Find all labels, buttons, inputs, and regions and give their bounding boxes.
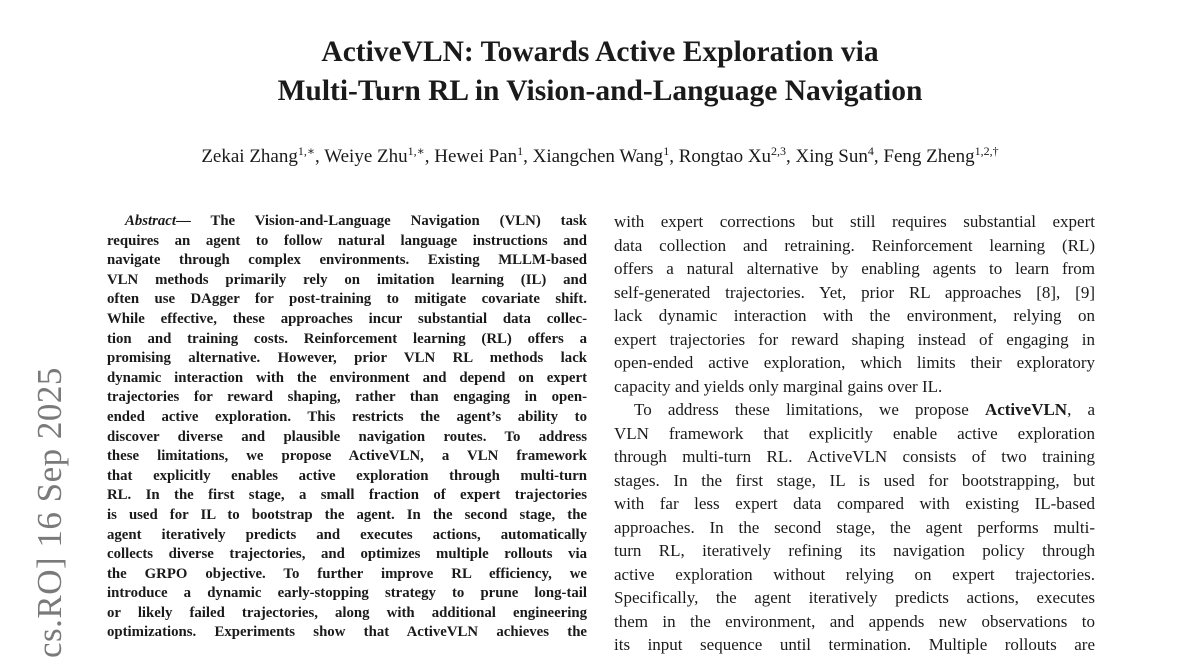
author-affiliation-marker: 4	[867, 144, 874, 158]
author-name: Hewei Pan	[434, 146, 518, 167]
author-affiliation-marker: 1,2,†	[974, 144, 999, 158]
paragraph-line: with far less expert data compared with existing IL-based	[614, 494, 1095, 513]
paragraph-line: its input sequence until termination. Multiple rollouts are	[614, 635, 1095, 654]
abstract-line: RL. In the first stage, a small fraction of expert trajectories	[107, 487, 587, 504]
author-affiliation-marker: 1	[663, 144, 670, 158]
author-affiliation-marker: 2,3	[771, 144, 787, 158]
author-separator: ,	[873, 146, 884, 167]
abstract-line: ended active exploration. This restricts the agent’s ability to	[107, 408, 587, 425]
author-affiliation-marker: 1,∗	[407, 144, 425, 158]
paragraph-line: self-generated trajectories. Yet, prior RL approaches [8], [9]	[614, 282, 1095, 302]
author-name: Feng Zheng	[883, 146, 975, 167]
paragraph-line: data collection and retraining. Reinforcement learning (RL)	[614, 235, 1095, 255]
abstract-line: collects diverse trajectories, and optimizes multiple rollouts via	[107, 546, 587, 563]
abstract-line: or likely failed trajectories, along with additional engineering	[107, 604, 587, 621]
paragraph-line: them in the environment, and appends new observations to	[614, 611, 1095, 631]
arxiv-identifier-stamp: cs.RO] 16 Sep 2025	[30, 367, 69, 658]
abstract-line: these limitations, we propose ActiveVLN, a VLN framework	[107, 448, 587, 465]
abstract-line: VLN methods primarily rely on imitation learning (IL) and	[107, 271, 587, 288]
method-name: ActiveVLN	[984, 400, 1068, 419]
title-line-1: ActiveVLN: Towards Active Exploration via	[321, 36, 879, 68]
paragraph-line: capacity and yields only marginal gains over IL.	[614, 376, 943, 396]
author-separator: ,	[315, 146, 325, 167]
abstract-line	[107, 212, 587, 232]
author-separator: ,	[786, 146, 796, 167]
abstract-line: the GRPO objective. To further improve RL efficiency, we	[107, 565, 587, 582]
abstract-label: Abstract	[125, 213, 176, 229]
abstract-line: navigate through complex environments. Existing MLLM-based	[107, 252, 587, 269]
author-name: Zekai Zhang	[201, 146, 298, 167]
paragraph-line: lack dynamic interaction with the environment, relying on	[614, 306, 1095, 325]
paragraph-text: To address these limitations, we propose	[634, 400, 985, 419]
author-name: Weiye Zhu	[324, 146, 408, 167]
paragraph-line: approaches. In the second stage, the agent performs multi-	[614, 517, 1095, 537]
abstract-line: is used for IL to bootstrap the agent. In the second stage, the	[107, 506, 587, 523]
abstract-line-text: — The Vision-and-Language Navigation (VLN) task	[175, 213, 587, 229]
abstract-line: discover diverse and plausible navigation routes. To address	[107, 428, 587, 445]
abstract-line: that explicitly enables active exploration through multi-turn	[107, 467, 587, 484]
abstract-line: often use DAgger for post-training to mitigate covariate shift.	[107, 291, 587, 308]
paragraph-line: open-ended active exploration, which limits their exploratory	[614, 353, 1095, 372]
author-separator: ,	[669, 146, 679, 167]
abstract-line: tion and training costs. Reinforcement learning (RL) offers a	[107, 330, 587, 347]
abstract-line: trajectories for reward shaping, rather than engaging in open-	[107, 389, 587, 406]
abstract-line: requires an agent to follow natural language instructions and	[107, 232, 587, 249]
title-line-2: Multi-Turn RL in Vision-and-Language Navigation	[277, 75, 923, 107]
author-separator: ,	[523, 146, 533, 167]
author-separator: ,	[424, 146, 435, 167]
paper-title	[0, 33, 1200, 111]
introduction-column	[614, 210, 1095, 657]
abstract	[107, 212, 587, 643]
abstract-line: promising alternative. However, prior VLN RL methods lack	[107, 350, 587, 367]
author-list	[0, 144, 1200, 170]
abstract-line: dynamic interaction with the environment and depend on expert	[107, 369, 587, 386]
author-name: Xiangchen Wang	[532, 146, 664, 167]
paragraph-line: with expert corrections but still requires substantial expert	[614, 212, 1095, 231]
paragraph-line	[614, 398, 1095, 422]
paragraph-line: VLN framework that explicitly enable active exploration	[614, 423, 1095, 443]
paragraph-line: turn RL, iteratively refining its navigation policy through	[614, 541, 1095, 560]
author-name: Xing Sun	[795, 146, 868, 167]
author-name: Rongtao Xu	[678, 146, 772, 167]
paragraph-line: Specifically, the agent iteratively predicts actions, executes	[614, 588, 1095, 607]
abstract-line: optimizations. Experiments show that ActiveVLN achieves the	[107, 624, 587, 641]
abstract-line: introduce a dynamic early-stopping strategy to prune long-tail	[107, 585, 587, 602]
paragraph-line: through multi-turn RL. ActiveVLN consists of two training	[614, 447, 1095, 466]
abstract-line: While effective, these approaches incur substantial data collec-	[107, 310, 587, 327]
paragraph-text: , a	[1067, 400, 1096, 419]
author-affiliation-marker: 1,∗	[297, 144, 316, 158]
abstract-line: agent iteratively predicts and executes actions, automatically	[107, 526, 587, 543]
paragraph-line: active exploration without relying on expert trajectories.	[614, 564, 1095, 584]
author-affiliation-marker: 1	[517, 144, 524, 158]
paragraph-line: stages. In the first stage, IL is used for bootstrapping, but	[614, 470, 1095, 490]
paragraph-line: expert trajectories for reward shaping instead of engaging in	[614, 329, 1095, 349]
paragraph-line: offers a natural alternative by enabling agents to learn from	[614, 259, 1095, 278]
